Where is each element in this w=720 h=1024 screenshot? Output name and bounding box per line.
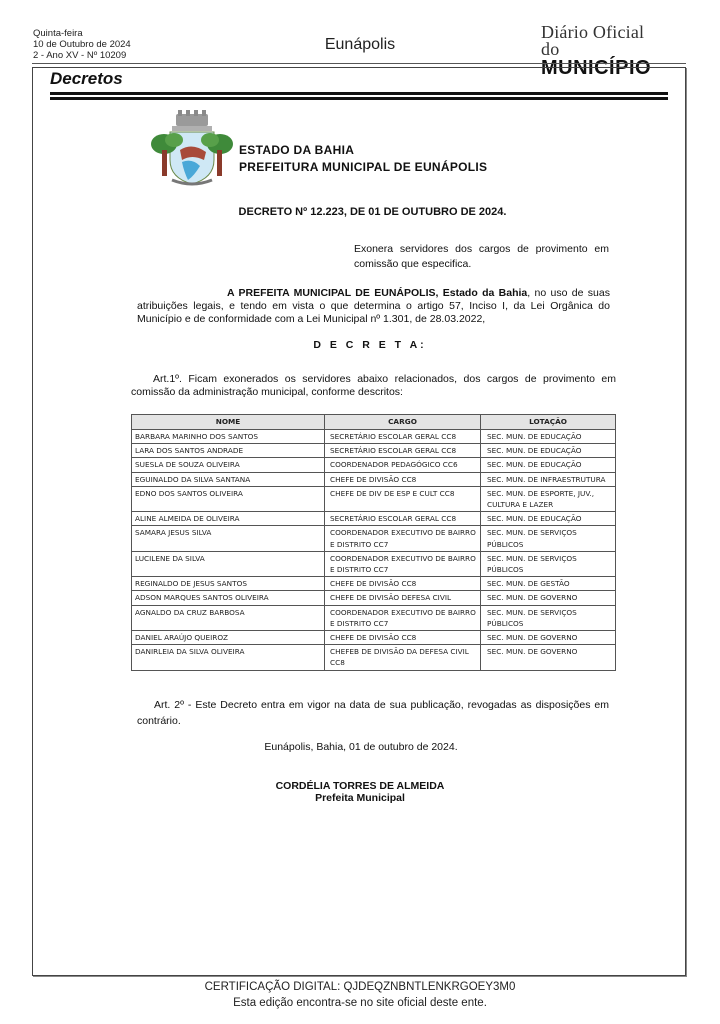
table-row bbox=[132, 444, 616, 458]
prefecture-name: PREFEITURA MUNICIPAL DE EUNÁPOLIS bbox=[239, 160, 488, 174]
cell-cargo: COORDENADOR EXECUTIVO DE BAIRRO E DISTRITO CC7 bbox=[325, 605, 481, 630]
column-header-nome: NOME bbox=[132, 415, 325, 430]
cell-cargo: CHEFE DE DIV DE ESP E CULT CC8 bbox=[325, 486, 481, 511]
cell-lotacao: SEC. MUN. DE EDUCAÇÃO bbox=[481, 458, 616, 472]
cell-cargo: COORDENADOR PEDAGÓGICO CC6 bbox=[325, 458, 481, 472]
edition-number: 2 - Ano XV - Nº 10209 bbox=[33, 50, 127, 61]
cell-lotacao: SEC. MUN. DE EDUCAÇÃO bbox=[481, 430, 616, 444]
cell-cargo: SECRETÁRIO ESCOLAR GERAL CC8 bbox=[325, 512, 481, 526]
article-2-text: Art. 2º - Este Decreto entra em vigor na data de sua publicação, revogadas as disposições em contrário. bbox=[137, 699, 609, 727]
cell-nome: EGUINALDO DA SILVA SANTANA bbox=[132, 472, 325, 486]
cell-cargo: CHEFE DE DIVISÃO CC8 bbox=[325, 631, 481, 645]
page-footer bbox=[0, 979, 720, 1011]
article-1-text: Art.1º. Ficam exonerados os servidores abaixo relacionados, dos cargos de provimento em comissão da administração municipal, conforme descritos: bbox=[131, 373, 616, 398]
state-name: ESTADO DA BAHIA bbox=[239, 143, 355, 157]
article-2 bbox=[137, 697, 609, 729]
cell-lotacao: SEC. MUN. DE SERVIÇOS PÚBLICOS bbox=[481, 605, 616, 630]
cell-lotacao: SEC. MUN. DE SERVIÇOS PÚBLICOS bbox=[481, 551, 616, 576]
cell-nome: ADSON MARQUES SANTOS OLIVEIRA bbox=[132, 591, 325, 605]
cell-lotacao: SEC. MUN. DE GOVERNO bbox=[481, 591, 616, 605]
section-title: Decretos bbox=[50, 69, 123, 88]
place-and-date: Eunápolis, Bahia, 01 de outubro de 2024. bbox=[264, 741, 458, 753]
cell-lotacao: SEC. MUN. DE ESPORTE, JUV., CULTURA E LAZER bbox=[481, 486, 616, 511]
signer-name: CORDÉLIA TORRES DE ALMEIDA bbox=[275, 780, 445, 792]
cell-nome: SUESLA DE SOUZA OLIVEIRA bbox=[132, 458, 325, 472]
cell-cargo: SECRETÁRIO ESCOLAR GERAL CC8 bbox=[325, 430, 481, 444]
table-header-row bbox=[132, 415, 616, 430]
column-header-cargo: CARGO bbox=[325, 415, 481, 430]
logo-line-1: Diário Oficial do bbox=[541, 22, 645, 59]
table-row bbox=[132, 526, 616, 551]
issuing-organization bbox=[239, 142, 487, 176]
section-rule-top bbox=[50, 92, 668, 95]
table-row bbox=[132, 430, 616, 444]
section-rule-bottom bbox=[50, 97, 668, 100]
cell-cargo: COORDENADOR EXECUTIVO DE BAIRRO E DISTRITO CC7 bbox=[325, 526, 481, 551]
cell-lotacao: SEC. MUN. DE GOVERNO bbox=[481, 645, 616, 670]
preamble-text: , no uso de suas atribuições legais, e tendo em vista o que determina o artigo 57, Inciso I, da Lei Orgânica do Município e de conformidade com a Lei Municipal nº 1.301, de 28.03.2022, bbox=[137, 287, 610, 325]
cell-lotacao: SEC. MUN. DE EDUCAÇÃO bbox=[481, 512, 616, 526]
cell-cargo: COORDENADOR EXECUTIVO DE BAIRRO E DISTRITO CC7 bbox=[325, 551, 481, 576]
cell-lotacao: SEC. MUN. DE EDUCAÇÃO bbox=[481, 444, 616, 458]
cell-nome: DANIEL ARAÚJO QUEIROZ bbox=[132, 631, 325, 645]
footer-note: Esta edição encontra-se no site oficial deste ente. bbox=[233, 997, 487, 1009]
cell-lotacao: SEC. MUN. DE SERVIÇOS PÚBLICOS bbox=[481, 526, 616, 551]
header-divider bbox=[32, 63, 686, 64]
table-row bbox=[132, 551, 616, 576]
cell-lotacao: SEC. MUN. DE GESTÃO bbox=[481, 577, 616, 591]
table-row bbox=[132, 645, 616, 670]
table-row bbox=[132, 577, 616, 591]
decreta-heading: D E C R E T A: bbox=[313, 339, 427, 351]
edition-date: 10 de Outubro de 2024 bbox=[33, 39, 131, 50]
table-row bbox=[132, 512, 616, 526]
city-name: Eunápolis bbox=[324, 36, 396, 53]
table-row bbox=[132, 591, 616, 605]
cell-nome: SAMARA JESUS SILVA bbox=[132, 526, 325, 551]
cell-nome: LUCILENE DA SILVA bbox=[132, 551, 325, 576]
coat-of-arms-icon bbox=[150, 110, 234, 190]
table-row bbox=[132, 458, 616, 472]
cell-lotacao: SEC. MUN. DE INFRAESTRUTURA bbox=[481, 472, 616, 486]
edition-weekday: Quinta-feira bbox=[33, 28, 83, 39]
cell-nome: EDNO DOS SANTOS OLIVEIRA bbox=[132, 486, 325, 511]
cell-cargo: CHEFE DE DIVISÃO DEFESA CIVIL bbox=[325, 591, 481, 605]
table-row bbox=[132, 486, 616, 511]
cell-cargo: CHEFE DE DIVISÃO CC8 bbox=[325, 472, 481, 486]
logo-line-2: MUNICÍPIO bbox=[541, 57, 652, 79]
cell-nome: BARBARA MARINHO DOS SANTOS bbox=[132, 430, 325, 444]
column-header-lotacao: LOTAÇÃO bbox=[481, 415, 616, 430]
cell-nome: DANIRLEIA DA SILVA OLIVEIRA bbox=[132, 645, 325, 670]
article-1 bbox=[131, 373, 616, 399]
digital-certification: CERTIFICAÇÃO DIGITAL: QJDEQZNBNTLENKRGOEY3M0 bbox=[204, 981, 516, 993]
cell-nome: REGINALDO DE JESUS SANTOS bbox=[132, 577, 325, 591]
decree-preamble bbox=[137, 287, 610, 326]
cell-cargo: SECRETÁRIO ESCOLAR GERAL CC8 bbox=[325, 444, 481, 458]
preamble-authority: A PREFEITA MUNICIPAL DE EUNÁPOLIS, Estado da Bahia bbox=[227, 287, 528, 299]
decree-summary: Exonera servidores dos cargos de provimento em comissão que especifica. bbox=[354, 243, 609, 270]
table-row bbox=[132, 472, 616, 486]
cell-nome: LARA DOS SANTOS ANDRADE bbox=[132, 444, 325, 458]
cell-nome: AGNALDO DA CRUZ BARBOSA bbox=[132, 605, 325, 630]
signer-role: Prefeita Municipal bbox=[315, 792, 405, 804]
cell-lotacao: SEC. MUN. DE GOVERNO bbox=[481, 631, 616, 645]
dismissed-staff-table bbox=[131, 414, 616, 671]
decree-title: DECRETO Nº 12.223, DE 01 DE OUTUBRO DE 2024. bbox=[238, 206, 507, 218]
cell-cargo: CHEFE DE DIVISÃO CC8 bbox=[325, 577, 481, 591]
cell-nome: ALINE ALMEIDA DE OLIVEIRA bbox=[132, 512, 325, 526]
signature-block bbox=[0, 780, 720, 804]
cell-cargo: CHEFEB DE DIVISÃO DA DEFESA CIVIL CC8 bbox=[325, 645, 481, 670]
table-row bbox=[132, 605, 616, 630]
table-row bbox=[132, 631, 616, 645]
